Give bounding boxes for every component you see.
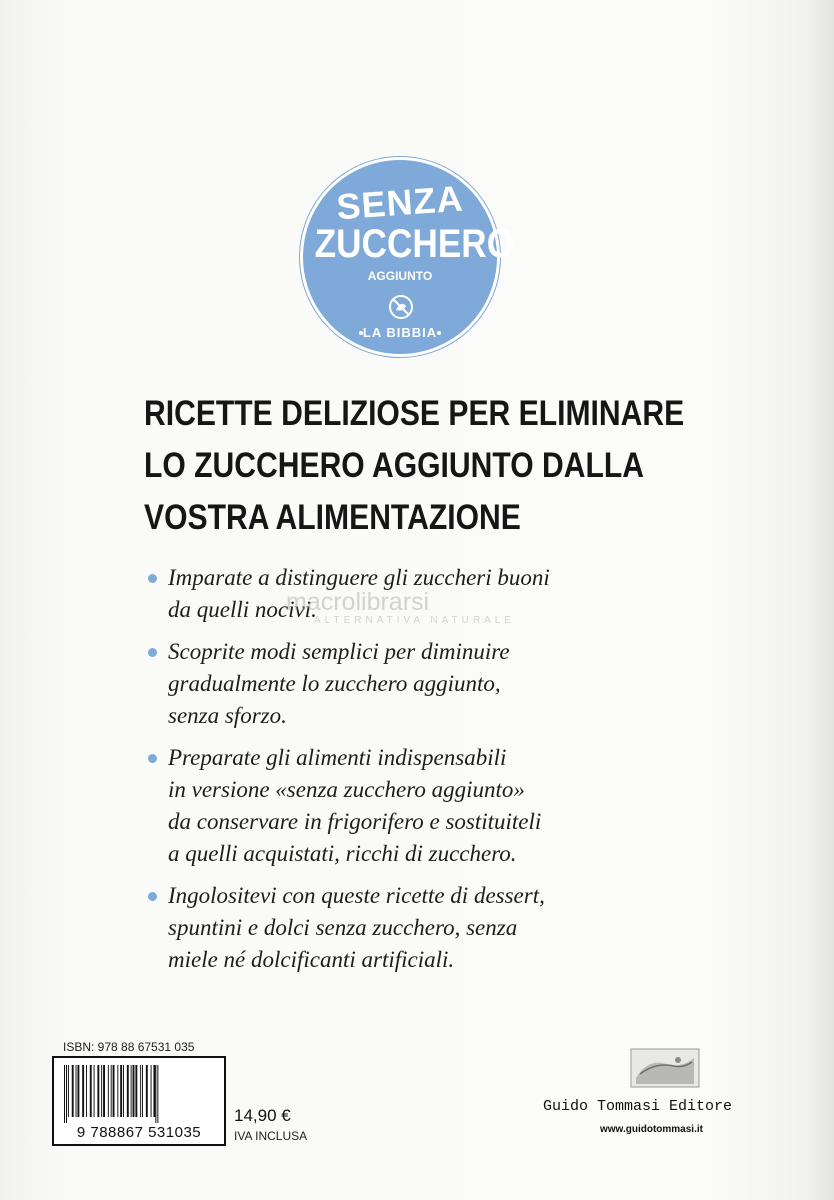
bullet-item [146,742,646,870]
bullet-line: da quelli nocivi. [168,597,317,622]
bullet-line: Imparate a distinguere gli zuccheri buoni [168,565,550,590]
vat-note: IVA INCLUSA [234,1129,308,1143]
headline-line: VOSTRA ALIMENTAZIONE [144,498,521,537]
bullet-item [146,636,646,732]
bullet-line: a quelli acquistati, ricchi di zucchero. [168,841,517,866]
price: 14,90 € [234,1106,291,1125]
seal-label-la-bibbia: LA BIBBIA [362,325,438,340]
bullet-dot-icon [148,574,157,583]
publisher-logo-icon [630,1048,700,1088]
seal-title-senza: SENZA [335,177,465,228]
bullet-line: in versione «senza zucchero aggiunto» [168,777,525,802]
cover-edge-shadow [806,0,834,1200]
publisher-name: Guido Tommasi Editore [543,1098,733,1115]
bullet-dot-icon [148,648,157,657]
watermark [286,588,515,626]
bullet-line: Ingolositevi con queste ricette di dessert, [168,883,545,908]
headline [144,388,685,544]
bullet-line: Preparate gli alimenti indispensabili [168,745,507,770]
senza-zucchero-seal [303,160,515,354]
bullet-line: gradualmente lo zucchero aggiunto, [168,671,501,696]
bullet-item [146,880,646,976]
seal-title-zucchero: ZUCCHERO [314,222,515,266]
isbn-label: ISBN: 978 88 67531 035 [63,1040,195,1054]
barcode [52,1056,226,1146]
bullet-line: spuntini e dolci senza zucchero, senza [168,915,518,940]
headline-line: RICETTE DELIZIOSE PER ELIMINARE [144,394,685,433]
seal-subtitle-aggiunto: AGGIUNTO [367,269,433,283]
headline-line: LO ZUCCHERO AGGIUNTO DALLA [144,446,644,485]
bullet-line: miele né dolcificanti artificiali. [168,947,455,972]
barcode-number: 9 788867 531035 [76,1124,202,1141]
watermark-main: macrolibrarsi [286,588,430,616]
bullet-line: Scoprite modi semplici per diminuire [168,639,510,664]
bullet-dot-icon [148,892,157,901]
barcode-bars [64,1065,214,1123]
publisher-url[interactable]: www.guidotommasi.it [600,1124,703,1135]
bullet-line: da conservare in frigorifero e sostituiteli [168,809,542,834]
bullet-dot-icon [148,754,157,763]
watermark-sub: ALTERNATIVA NATURALE [314,615,515,626]
crossed-sugar-icon [386,292,416,322]
bullet-line: senza sforzo. [168,703,287,728]
